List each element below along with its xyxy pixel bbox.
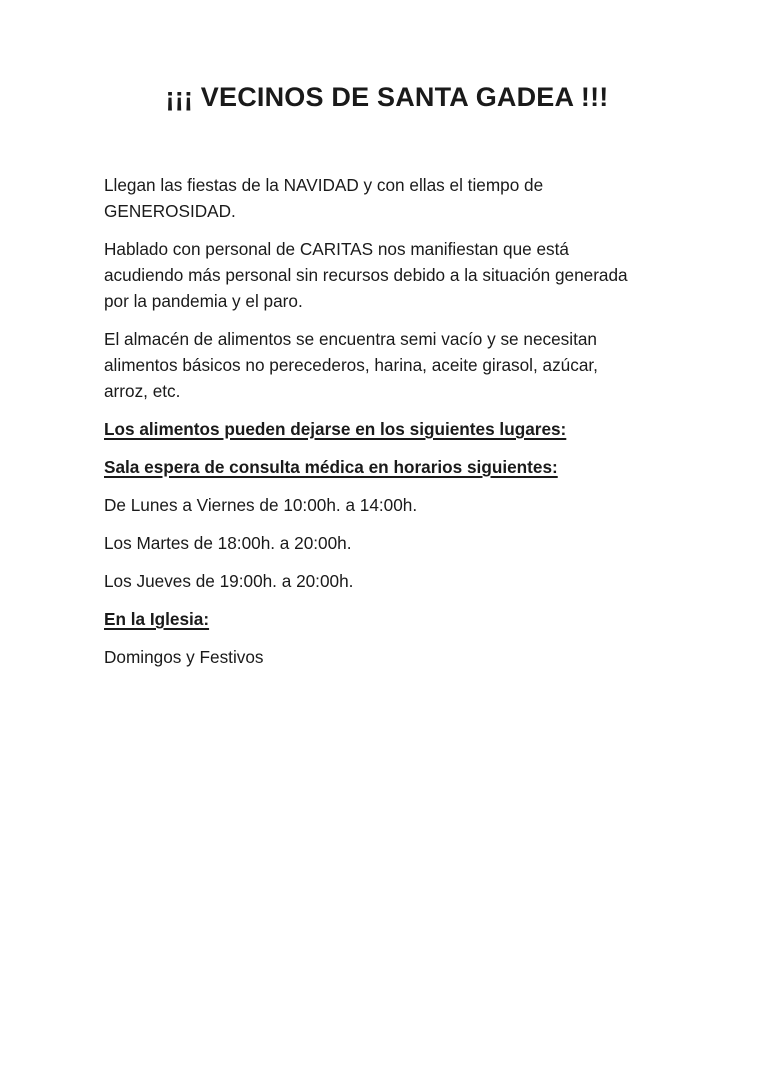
church-hours: Domingos y Festivos <box>104 647 264 667</box>
paragraph-warehouse: El almacén de alimentos se encuentra semi vacío y se necesitan alimentos básicos no perecederos, harina, aceite girasol, azúcar, arroz, etc. <box>104 329 598 401</box>
clinic-hours-thursday: Los Jueves de 19:00h. a 20:00h. <box>104 571 354 591</box>
clinic-hours-tuesday: Los Martes de 18:00h. a 20:00h. <box>104 533 352 553</box>
church-heading: En la Iglesia: <box>104 609 210 629</box>
clinic-heading: Sala espera de consulta médica en horarios siguientes: <box>104 457 558 477</box>
locations-heading: Los alimentos pueden dejarse en los siguientes lugares: <box>104 419 567 439</box>
document-body <box>104 172 644 682</box>
clinic-hours-weekdays: De Lunes a Viernes de 10:00h. a 14:00h. <box>104 495 418 515</box>
paragraph-intro: Llegan las fiestas de la NAVIDAD y con ellas el tiempo de GENEROSIDAD. <box>104 175 544 221</box>
paragraph-caritas: Hablado con personal de CARITAS nos manifiestan que está acudiendo más personal sin recursos debido a la situación generada por la pandemia y el paro. <box>104 239 628 311</box>
page-title: ¡¡¡ VECINOS DE SANTA GADEA !!! <box>165 82 609 112</box>
